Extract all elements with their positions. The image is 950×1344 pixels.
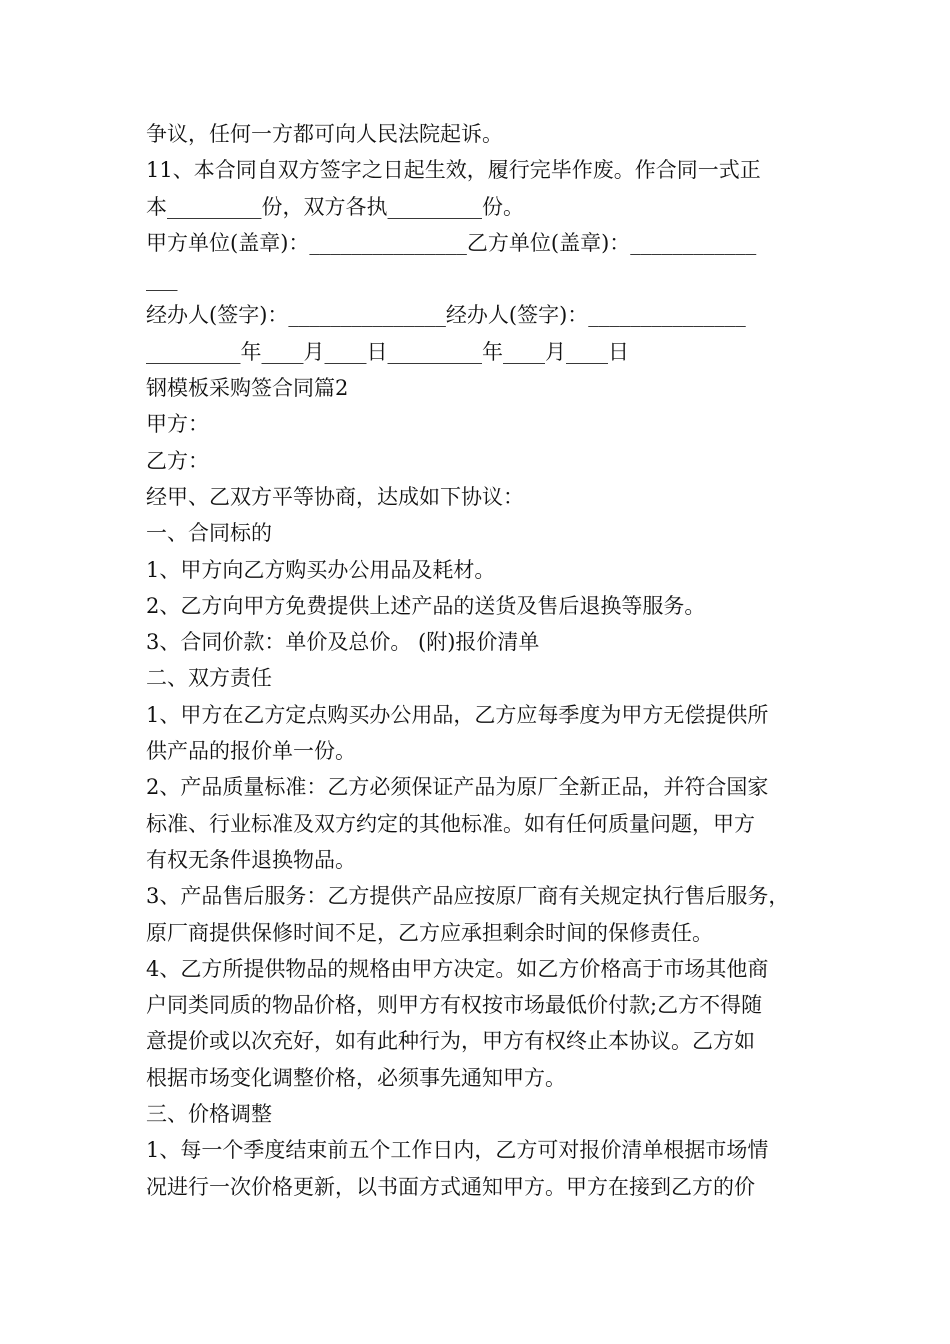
text-line-5: ___ [146, 267, 178, 292]
text-line-1: 争议，任何一方都可向人民法院起诉。 [146, 122, 503, 146]
text-line-19: 2、产品质量标准：乙方必须保证产品为原厂全新正品，并符合国家 [146, 775, 769, 800]
text-line-20: 标准、行业标准及双方约定的其他标准。如有任何质量问题，甲方 [146, 811, 755, 836]
section-heading: 钢模板采购签合同篇2 [146, 376, 349, 401]
text-line-18: 供产品的报价单一份。 [146, 739, 356, 764]
text-line-24: 4、乙方所提供物品的规格由甲方决定。如乙方价格高于市场其他商 [146, 956, 769, 981]
text-line-15: 3、合同价款：单价及总价。 (附)报价清单 [146, 630, 540, 655]
text-line-26: 意提价或以次充好，如有此种行为，甲方有权终止本协议。乙方如 [146, 1029, 755, 1054]
text-line-9: 甲方： [146, 412, 209, 437]
text-line-3: 本_________份，双方各执_________份。 [146, 194, 524, 219]
document-body [146, 116, 826, 1205]
text-line-2: 11、本合同自双方签字之日起生效，履行完毕作废。作合同一式正 [146, 158, 761, 183]
text-line-7: _________年____月____日_________年____月____日 [146, 339, 629, 364]
text-line-29: 1、每一个季度结束前五个工作日内，乙方可对报价清单根据市场情 [146, 1138, 769, 1163]
text-line-28: 三、价格调整 [146, 1102, 272, 1127]
text-line-21: 有权无条件退换物品。 [146, 847, 356, 872]
text-line-16: 二、双方责任 [146, 666, 272, 691]
text-line-11: 经甲、乙双方平等协商，达成如下协议： [146, 484, 524, 509]
text-line-27: 根据市场变化调整价格，必须事先通知甲方。 [146, 1065, 566, 1090]
text-line-4: 甲方单位(盖章)：_______________乙方单位(盖章)：____________ [146, 230, 757, 255]
text-line-6: 经办人(签字)：_______________经办人(签字)：_______________ [146, 303, 746, 328]
text-line-25: 户同类同质的物品价格，则甲方有权按市场最低价付款;乙方不得随 [146, 993, 763, 1018]
text-line-12: 一、合同标的 [146, 521, 272, 546]
text-line-10: 乙方： [146, 448, 209, 473]
text-line-30: 况进行一次价格更新，以书面方式通知甲方。甲方在接到乙方的价 [146, 1174, 755, 1199]
text-line-23: 原厂商提供保修时间不足，乙方应承担剩余时间的保修责任。 [146, 920, 713, 945]
text-line-14: 2、乙方向甲方免费提供上述产品的送货及售后退换等服务。 [146, 593, 706, 618]
text-line-22: 3、产品售后服务：乙方提供产品应按原厂商有关规定执行售后服务， [146, 884, 790, 909]
text-line-13: 1、甲方向乙方购买办公用品及耗材。 [146, 557, 496, 582]
text-line-17: 1、甲方在乙方定点购买办公用品，乙方应每季度为甲方无偿提供所 [146, 702, 769, 727]
